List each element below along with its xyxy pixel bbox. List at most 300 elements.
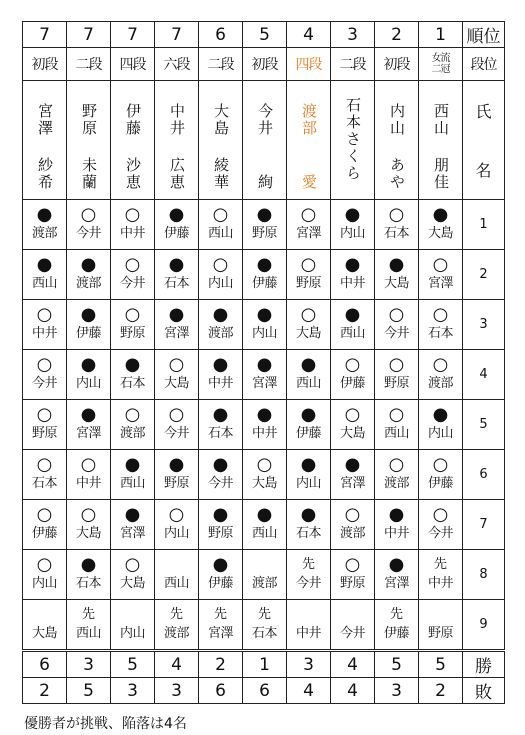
opponent-name: 大島	[251, 476, 277, 491]
player-given-name: あや	[388, 157, 406, 191]
opponent-name: 石本	[383, 226, 409, 241]
result-mark: ○	[432, 254, 449, 275]
opponent-name: 内山	[207, 276, 233, 291]
result-mark: ○	[344, 504, 361, 525]
result-mark: ○	[36, 404, 53, 425]
opponent-name: 西山	[251, 526, 277, 541]
result-mark: ○	[256, 454, 273, 475]
game-cell	[23, 200, 67, 250]
rank-cell: 7	[111, 22, 155, 48]
result-mark: ●	[212, 554, 229, 575]
game-cell	[199, 250, 243, 300]
player-name	[67, 81, 110, 199]
result-mark: ○	[124, 204, 141, 225]
result-mark: ●	[36, 254, 53, 275]
game-cell	[67, 600, 111, 651]
player-name	[331, 81, 374, 199]
result-mark: ○	[168, 404, 185, 425]
result-mark: ●	[432, 204, 449, 225]
game-cell	[67, 400, 111, 450]
result-mark: ○	[124, 254, 141, 275]
result-mark: ○	[36, 304, 53, 325]
dan-label-line2: 二冠	[431, 64, 450, 75]
wins-cell: 1	[243, 651, 287, 678]
opponent-name: 石本	[295, 526, 321, 541]
opponent-name: 西山	[207, 226, 233, 241]
game-cell	[375, 350, 419, 400]
dan-header: 段位	[463, 48, 505, 81]
player-surname: 石本さくら	[344, 96, 362, 182]
opponent-name: 野原	[383, 376, 409, 391]
game-cell	[331, 350, 375, 400]
dan-cell: 初段	[243, 48, 287, 81]
result-mark: ●	[300, 454, 317, 475]
game-cell	[287, 250, 331, 300]
result-mark: ○	[388, 204, 405, 225]
game-cell	[23, 450, 67, 500]
result-mark: ●	[80, 304, 97, 325]
opponent-name: 伊藤	[295, 426, 321, 441]
opponent-name: 渡部	[427, 376, 453, 391]
result-mark	[419, 606, 462, 624]
game-cell	[23, 350, 67, 400]
result-mark: ○	[36, 354, 53, 375]
round-number: 4	[463, 350, 505, 400]
opponent-name: 今井	[295, 576, 321, 591]
player-given-name: 沙恵	[124, 157, 142, 191]
result-mark: ●	[80, 554, 97, 575]
game-cell	[243, 250, 287, 300]
round-row	[23, 400, 505, 450]
opponent-name: 伊藤	[427, 476, 453, 491]
opponent-name: 野原	[295, 276, 321, 291]
game-cell	[67, 250, 111, 300]
game-cell	[155, 400, 199, 450]
opponent-name: 今井	[207, 476, 233, 491]
losses-header: 敗	[463, 678, 505, 704]
result-mark: ○	[300, 254, 317, 275]
game-cell	[199, 300, 243, 350]
game-cell	[375, 550, 419, 600]
game-cell	[67, 450, 111, 500]
game-cell	[375, 450, 419, 500]
round-number: 9	[463, 600, 505, 651]
result-mark: ●	[36, 204, 53, 225]
game-cell	[23, 500, 67, 550]
rank-row	[23, 22, 505, 48]
round-number: 2	[463, 250, 505, 300]
result-mark: ○	[432, 304, 449, 325]
losses-cell: 4	[331, 678, 375, 704]
game-cell	[243, 200, 287, 250]
game-cell	[331, 450, 375, 500]
round-number: 6	[463, 450, 505, 500]
player-given-name: 紗希	[36, 157, 54, 191]
game-cell	[331, 300, 375, 350]
game-cell	[67, 350, 111, 400]
opponent-name: 大島	[339, 426, 365, 441]
dan-cell: 初段	[23, 48, 67, 81]
result-mark: ○	[388, 404, 405, 425]
result-mark: ●	[388, 554, 405, 575]
first-move-mark: 先	[81, 607, 95, 622]
player-surname: 伊藤	[124, 103, 142, 137]
result-mark: ○	[212, 254, 229, 275]
game-cell	[243, 550, 287, 600]
rank-cell: 7	[67, 22, 111, 48]
game-cell	[287, 200, 331, 250]
wins-cell: 5	[375, 651, 419, 678]
wins-cell: 2	[199, 651, 243, 678]
player-surname: 大島	[212, 103, 230, 137]
game-cell	[23, 300, 67, 350]
result-mark: ●	[124, 354, 141, 375]
game-cell	[243, 500, 287, 550]
opponent-name: 今井	[339, 626, 365, 641]
result-mark: ○	[36, 554, 53, 575]
opponent-name: 大島	[31, 626, 57, 641]
losses-cell: 2	[23, 678, 67, 704]
result-mark: ○	[388, 304, 405, 325]
result-mark: ○	[432, 354, 449, 375]
game-cell	[155, 550, 199, 600]
result-mark: ●	[168, 304, 185, 325]
result-mark: ○	[388, 454, 405, 475]
player-given-name: 広恵	[168, 157, 186, 191]
round-number: 1	[463, 200, 505, 250]
result-mark	[287, 606, 330, 624]
game-cell	[331, 200, 375, 250]
opponent-name: 内山	[119, 626, 145, 641]
opponent-name: 石本	[207, 426, 233, 441]
footnote: 優勝者が挑戦、陥落は4名	[24, 716, 187, 732]
result-mark: ●	[124, 504, 141, 525]
game-cell	[331, 600, 375, 651]
game-cell	[243, 450, 287, 500]
round-number: 8	[463, 550, 505, 600]
result-mark: ●	[256, 304, 273, 325]
player-given-name: 未蘭	[80, 157, 98, 191]
player-name-cell	[111, 81, 155, 200]
opponent-name: 中井	[339, 276, 365, 291]
game-cell	[287, 500, 331, 550]
opponent-name: 渡部	[119, 426, 145, 441]
first-move-mark: 先	[389, 607, 403, 622]
opponent-name: 渡部	[31, 226, 57, 241]
player-surname: 渡部	[300, 103, 318, 137]
player-name-cell	[23, 81, 67, 200]
result-mark: ●	[388, 254, 405, 275]
result-mark: ●	[212, 404, 229, 425]
first-move-mark: 先	[433, 557, 447, 572]
losses-cell: 3	[375, 678, 419, 704]
game-cell	[111, 450, 155, 500]
result-mark: ●	[300, 504, 317, 525]
dan-cell: 四段	[111, 48, 155, 81]
opponent-name: 今井	[163, 426, 189, 441]
player-given-name: 綾華	[212, 157, 230, 191]
player-given-name: 絢	[256, 174, 274, 191]
result-mark	[155, 556, 198, 574]
game-cell	[67, 200, 111, 250]
game-cell	[155, 300, 199, 350]
game-cell	[287, 550, 331, 600]
game-cell	[155, 350, 199, 400]
game-cell	[375, 200, 419, 250]
opponent-name: 宮澤	[383, 576, 409, 591]
losses-cell: 6	[243, 678, 287, 704]
opponent-name: 今井	[75, 226, 101, 241]
opponent-name: 宮澤	[207, 626, 233, 641]
result-mark: ○	[432, 504, 449, 525]
player-name	[111, 81, 154, 199]
dan-cell: 二段	[199, 48, 243, 81]
game-cell	[375, 500, 419, 550]
opponent-name: 今井	[31, 376, 57, 391]
opponent-name: 渡部	[339, 526, 365, 541]
result-mark: ○	[36, 504, 53, 525]
player-name	[287, 81, 330, 199]
result-mark: ●	[80, 354, 97, 375]
wins-cell: 6	[23, 651, 67, 678]
opponent-name: 宮澤	[251, 376, 277, 391]
player-surname: 今井	[256, 103, 274, 137]
game-cell	[331, 250, 375, 300]
player-name	[243, 81, 286, 199]
game-cell	[155, 600, 199, 651]
player-name-cell	[199, 81, 243, 200]
dan-cell: 初段	[375, 48, 419, 81]
wins-cell: 4	[331, 651, 375, 678]
result-mark: ●	[256, 254, 273, 275]
game-cell	[243, 300, 287, 350]
result-mark: ●	[212, 504, 229, 525]
game-cell	[155, 200, 199, 250]
wins-row	[23, 651, 505, 678]
wins-cell: 3	[287, 651, 331, 678]
game-cell	[243, 600, 287, 651]
result-mark: ●	[344, 254, 361, 275]
losses-row	[23, 678, 505, 704]
dan-label-line1: 女流	[431, 53, 450, 64]
result-mark: ●	[124, 454, 141, 475]
result-mark: ○	[432, 454, 449, 475]
opponent-name: 石本	[31, 476, 57, 491]
result-mark: ●	[388, 504, 405, 525]
round-row	[23, 550, 505, 600]
opponent-name: 伊藤	[31, 526, 57, 541]
losses-cell: 3	[111, 678, 155, 704]
opponent-name: 宮澤	[163, 326, 189, 341]
losses-cell: 6	[199, 678, 243, 704]
result-mark: ●	[212, 454, 229, 475]
result-mark: ○	[124, 554, 141, 575]
opponent-name: 内山	[163, 526, 189, 541]
losses-cell: 5	[67, 678, 111, 704]
game-cell	[23, 250, 67, 300]
opponent-name: 内山	[427, 426, 453, 441]
opponent-name: 内山	[251, 326, 277, 341]
round-number: 3	[463, 300, 505, 350]
player-name-cell	[419, 81, 463, 200]
opponent-name: 西山	[75, 626, 101, 641]
opponent-name: 西山	[31, 276, 57, 291]
game-cell	[419, 500, 463, 550]
opponent-name: 中井	[207, 376, 233, 391]
result-mark: ●	[256, 354, 273, 375]
dan-cell	[419, 48, 463, 81]
result-mark: ○	[80, 204, 97, 225]
dan-row	[23, 48, 505, 81]
game-cell	[199, 200, 243, 250]
opponent-name: 中井	[383, 526, 409, 541]
rank-cell: 5	[243, 22, 287, 48]
game-cell	[23, 550, 67, 600]
dan-cell: 二段	[67, 48, 111, 81]
player-surname: 野原	[80, 103, 98, 137]
opponent-name: 伊藤	[251, 276, 277, 291]
result-mark: ○	[344, 354, 361, 375]
game-cell	[287, 450, 331, 500]
opponent-name: 伊藤	[163, 226, 189, 241]
opponent-name: 内山	[31, 576, 57, 591]
player-name-cell	[287, 81, 331, 200]
result-mark: ●	[80, 254, 97, 275]
game-cell	[67, 500, 111, 550]
result-mark: ●	[300, 354, 317, 375]
round-number: 5	[463, 400, 505, 450]
game-cell	[419, 600, 463, 651]
game-cell	[111, 400, 155, 450]
game-cell	[111, 250, 155, 300]
game-cell	[287, 350, 331, 400]
round-row	[23, 200, 505, 250]
rank-cell: 4	[287, 22, 331, 48]
game-cell	[375, 400, 419, 450]
wins-cell: 5	[111, 651, 155, 678]
result-mark: ●	[168, 254, 185, 275]
player-given-name: 朋佳	[432, 157, 450, 191]
name-header-top: 氏	[475, 102, 492, 121]
game-cell	[199, 600, 243, 651]
opponent-name: 石本	[119, 376, 145, 391]
opponent-name: 大島	[295, 326, 321, 341]
opponent-name: 石本	[251, 626, 277, 641]
opponent-name: 野原	[119, 326, 145, 341]
opponent-name: 中井	[295, 626, 321, 641]
game-cell	[111, 600, 155, 651]
round-row	[23, 300, 505, 350]
result-mark	[331, 606, 374, 624]
rank-header: 順位	[463, 22, 505, 48]
result-mark: ●	[212, 304, 229, 325]
game-cell	[419, 250, 463, 300]
opponent-name: 中井	[75, 476, 101, 491]
player-name	[375, 81, 418, 199]
opponent-name: 大島	[119, 576, 145, 591]
opponent-name: 中井	[427, 576, 453, 591]
opponent-name: 渡部	[251, 576, 277, 591]
player-name-cell	[375, 81, 419, 200]
game-cell	[287, 300, 331, 350]
game-cell	[155, 450, 199, 500]
result-mark	[23, 606, 66, 624]
result-mark: ●	[300, 404, 317, 425]
opponent-name: 宮澤	[75, 426, 101, 441]
losses-cell: 3	[155, 678, 199, 704]
losses-cell: 4	[287, 678, 331, 704]
player-surname: 中井	[168, 103, 186, 137]
name-header-bottom: 名	[475, 161, 492, 180]
opponent-name: 渡部	[207, 326, 233, 341]
game-cell	[111, 550, 155, 600]
player-surname: 内山	[388, 103, 406, 137]
result-mark: ○	[300, 304, 317, 325]
game-cell	[375, 250, 419, 300]
result-mark: ●	[212, 354, 229, 375]
opponent-name: 石本	[427, 326, 453, 341]
player-name	[199, 81, 242, 199]
round-row	[23, 450, 505, 500]
game-cell	[419, 300, 463, 350]
result-mark: ●	[256, 404, 273, 425]
game-cell	[199, 350, 243, 400]
opponent-name: 大島	[427, 226, 453, 241]
game-cell	[419, 400, 463, 450]
result-mark: ○	[168, 504, 185, 525]
game-cell	[419, 550, 463, 600]
round-row	[23, 500, 505, 550]
round-row	[23, 600, 505, 651]
opponent-name: 石本	[163, 276, 189, 291]
round-number: 7	[463, 500, 505, 550]
game-cell	[23, 400, 67, 450]
game-cell	[155, 500, 199, 550]
result-mark: ○	[124, 304, 141, 325]
result-mark: ○	[388, 354, 405, 375]
rank-cell: 6	[199, 22, 243, 48]
opponent-name: 野原	[207, 526, 233, 541]
opponent-name: 渡部	[75, 276, 101, 291]
game-cell	[155, 250, 199, 300]
opponent-name: 野原	[427, 626, 453, 641]
opponent-name: 西山	[339, 326, 365, 341]
result-mark: ○	[344, 404, 361, 425]
game-cell	[287, 400, 331, 450]
game-cell	[375, 600, 419, 651]
opponent-name: 宮澤	[119, 526, 145, 541]
game-cell	[331, 500, 375, 550]
result-mark: ○	[300, 204, 317, 225]
first-move-mark: 先	[213, 607, 227, 622]
opponent-name: 宮澤	[427, 276, 453, 291]
dan-cell: 六段	[155, 48, 199, 81]
game-cell	[199, 400, 243, 450]
player-name-cell	[243, 81, 287, 200]
result-mark: ○	[124, 404, 141, 425]
opponent-name: 中井	[119, 226, 145, 241]
opponent-name: 渡部	[163, 626, 189, 641]
player-given-name: 愛	[300, 174, 318, 191]
game-cell	[419, 200, 463, 250]
game-cell	[111, 350, 155, 400]
game-cell	[419, 350, 463, 400]
opponent-name: 野原	[339, 576, 365, 591]
game-cell	[111, 200, 155, 250]
first-move-mark: 先	[301, 557, 315, 572]
player-name-cell	[155, 81, 199, 200]
rank-cell: 2	[375, 22, 419, 48]
